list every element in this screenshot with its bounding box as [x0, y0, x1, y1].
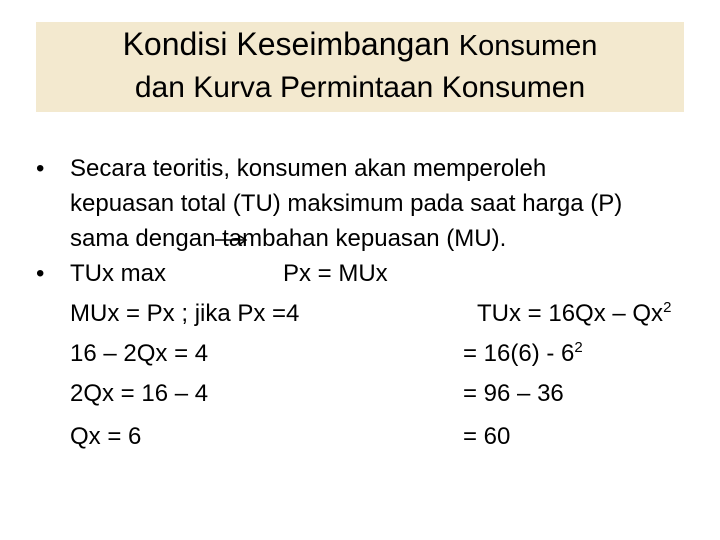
right-row-2-base: = 16(6) - 6: [463, 340, 575, 367]
bullet-2-symbol: •: [36, 260, 45, 287]
right-row-1: [477, 299, 671, 329]
right-row-4: = 60: [463, 423, 511, 450]
title-line-1: [36, 24, 684, 66]
right-row-1-exponent: 2: [663, 299, 672, 316]
bullet-1-line-3: sama dengan tambahan kepuasan (MU).: [70, 225, 507, 252]
bullet-2-right: Px = MUx: [283, 260, 388, 287]
title-line-1-main: Kondisi Keseimbangan: [122, 26, 450, 62]
bullet-1-line-2: kepuasan total (TU) maksimum pada saat harga (P): [70, 190, 623, 217]
left-row-4: Qx = 6: [70, 423, 142, 450]
right-row-2: [463, 339, 583, 369]
arrow-right-icon: [215, 234, 249, 246]
left-row-1: MUx = Px ; jika Px =4: [70, 300, 300, 327]
bullet-1-line-1: Secara teoritis, konsumen akan memperoleh: [70, 155, 547, 182]
title-line-1-small: Konsumen: [458, 30, 598, 62]
right-row-2-exponent: 2: [574, 339, 583, 356]
left-row-3: 2Qx = 16 – 4: [70, 380, 209, 407]
right-row-3: = 96 – 36: [463, 380, 564, 407]
right-row-1-base: TUx = 16Qx – Qx: [477, 300, 664, 327]
bullet-1-symbol: •: [36, 155, 45, 182]
title-box: [36, 22, 684, 112]
left-row-2: 16 – 2Qx = 4: [70, 340, 209, 367]
bullet-2-left: TUx max: [70, 260, 166, 287]
title-line-2: dan Kurva Permintaan Konsumen: [134, 71, 586, 104]
